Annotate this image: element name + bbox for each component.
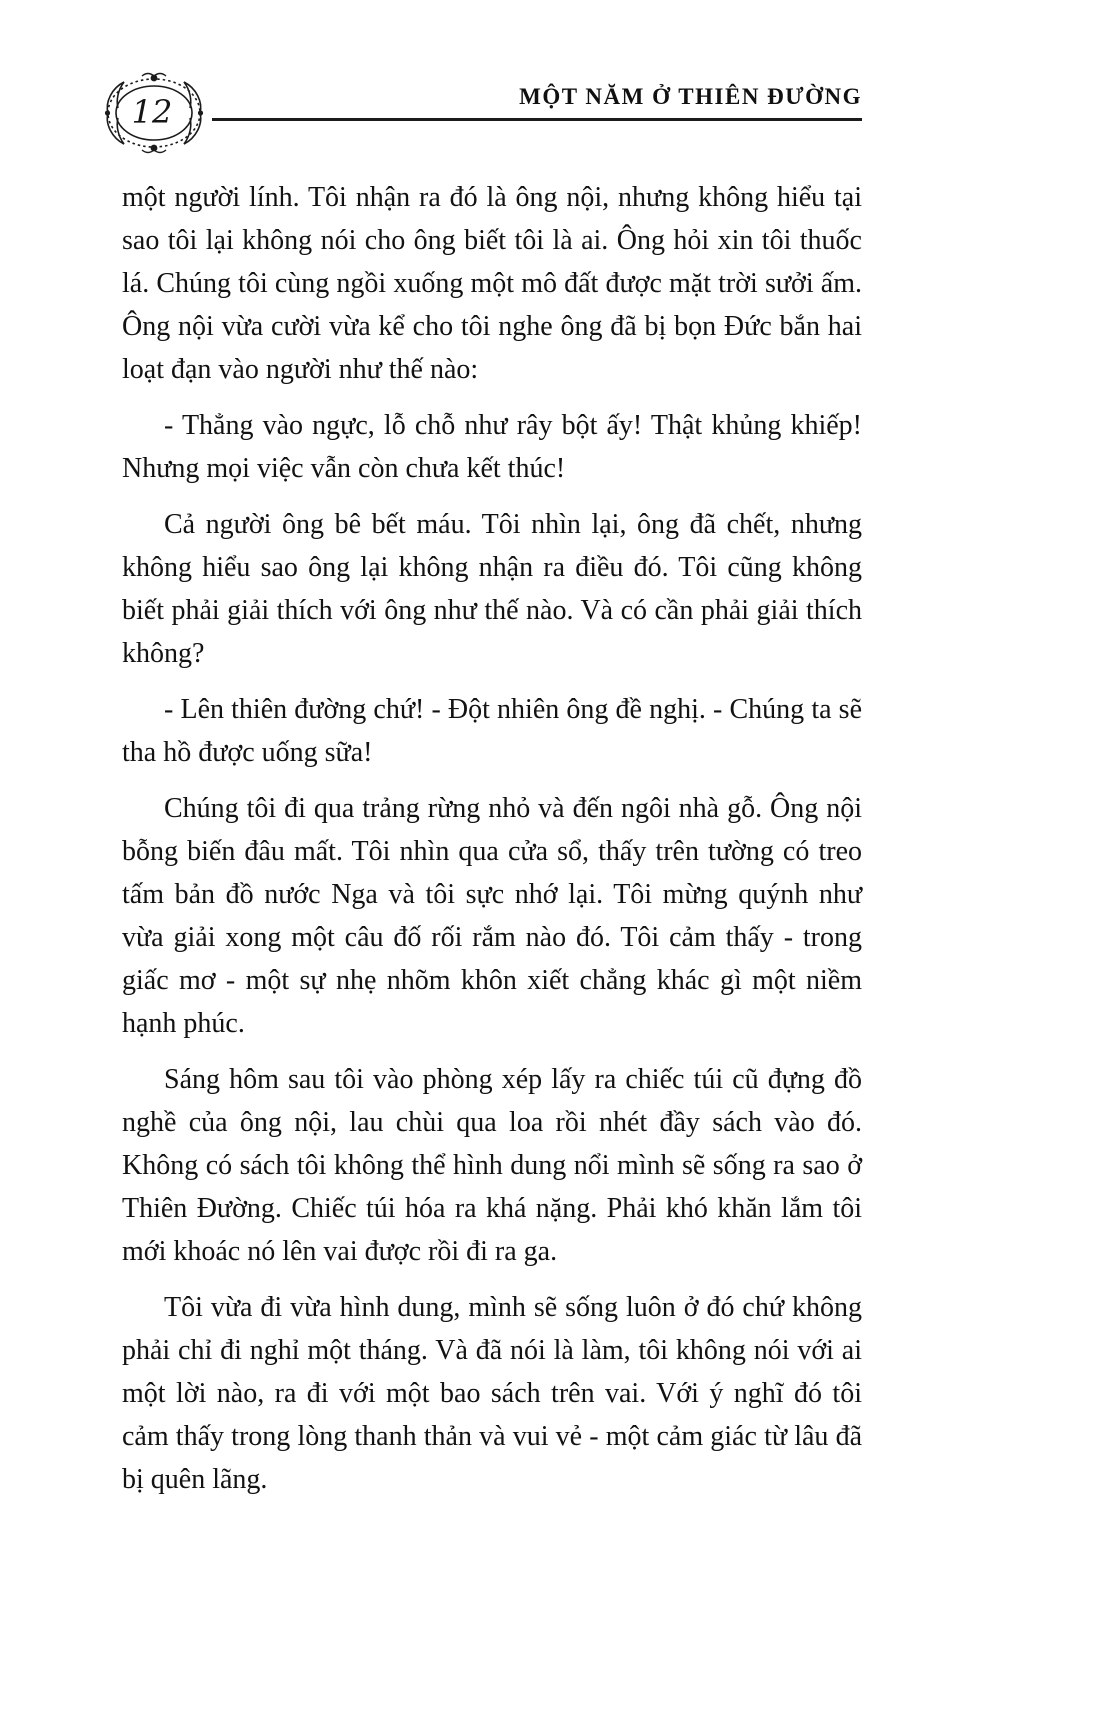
paragraph: - Thẳng vào ngực, lỗ chỗ như rây bột ấy! Thật khủng khiếp! Nhưng mọi việc vẫn còn chưa kết thúc!	[122, 410, 862, 484]
paragraph: Tôi vừa đi vừa hình dung, mình sẽ sống luôn ở đó chứ không phải chỉ đi nghỉ một tháng. Và đã nói là làm, tôi không nói với ai một lời nào, ra đi với một bao sách trên vai. Với ý nghĩ đó tôi cảm thấy trong lòng thanh thản và vui vẻ - một cảm giác từ lâu đã bị quên lãng.	[122, 1292, 862, 1495]
header-rule	[212, 118, 862, 121]
paragraph: Chúng tôi đi qua trảng rừng nhỏ và đến ngôi nhà gỗ. Ông nội bỗng biến đâu mất. Tôi nhìn qua cửa sổ, thấy trên tường có treo tấm bản đồ nước Nga và tôi sực nhớ lại. Tôi mừng quýnh như vừa giải xong một câu đố rối rắm nào đó. Tôi cảm thấy - trong giấc mơ - một sự nhẹ nhõm khôn xiết chẳng khác gì một niềm hạnh phúc.	[122, 793, 862, 1039]
paragraph: một người lính. Tôi nhận ra đó là ông nội, nhưng không hiểu tại sao tôi lại không nói cho ông biết tôi là ai. Ông hỏi xin tôi thuốc lá. Chúng tôi cùng ngồi xuống một mô đất được mặt trời sưởi ấm. Ông nội vừa cười vừa kể cho tôi nghe ông đã bị bọn Đức bắn hai loạt đạn vào người như thế nào:	[122, 182, 862, 385]
running-header-title: MỘT NĂM Ở THIÊN ĐƯỜNG	[519, 84, 862, 109]
paragraph: Cả người ông bê bết máu. Tôi nhìn lại, ông đã chết, nhưng không hiểu sao ông lại không nhận ra điều đó. Tôi cũng không biết phải giải thích với ông như thế nào. Và có cần phải giải thích không?	[122, 509, 862, 669]
ornament-flourish-icon	[104, 72, 204, 154]
paragraph: - Lên thiên đường chứ! - Đột nhiên ông đề nghị. - Chúng ta sẽ tha hồ được uống sữa!	[122, 694, 862, 768]
paragraph: Sáng hôm sau tôi vào phòng xép lấy ra chiếc túi cũ đựng đồ nghề của ông nội, lau chùi qua loa rồi nhét đầy sách vào đó. Không có sách tôi không thể hình dung nổi mình sẽ sống ra sao ở Thiên Đường. Chiếc túi hóa ra khá nặng. Phải khó khăn lắm tôi mới khoác nó lên vai được rồi đi ra ga.	[122, 1064, 862, 1267]
page-body-text	[122, 176, 862, 1514]
page-header	[108, 72, 862, 156]
page-number: 12	[131, 93, 173, 131]
page-number-ornament	[104, 72, 204, 154]
